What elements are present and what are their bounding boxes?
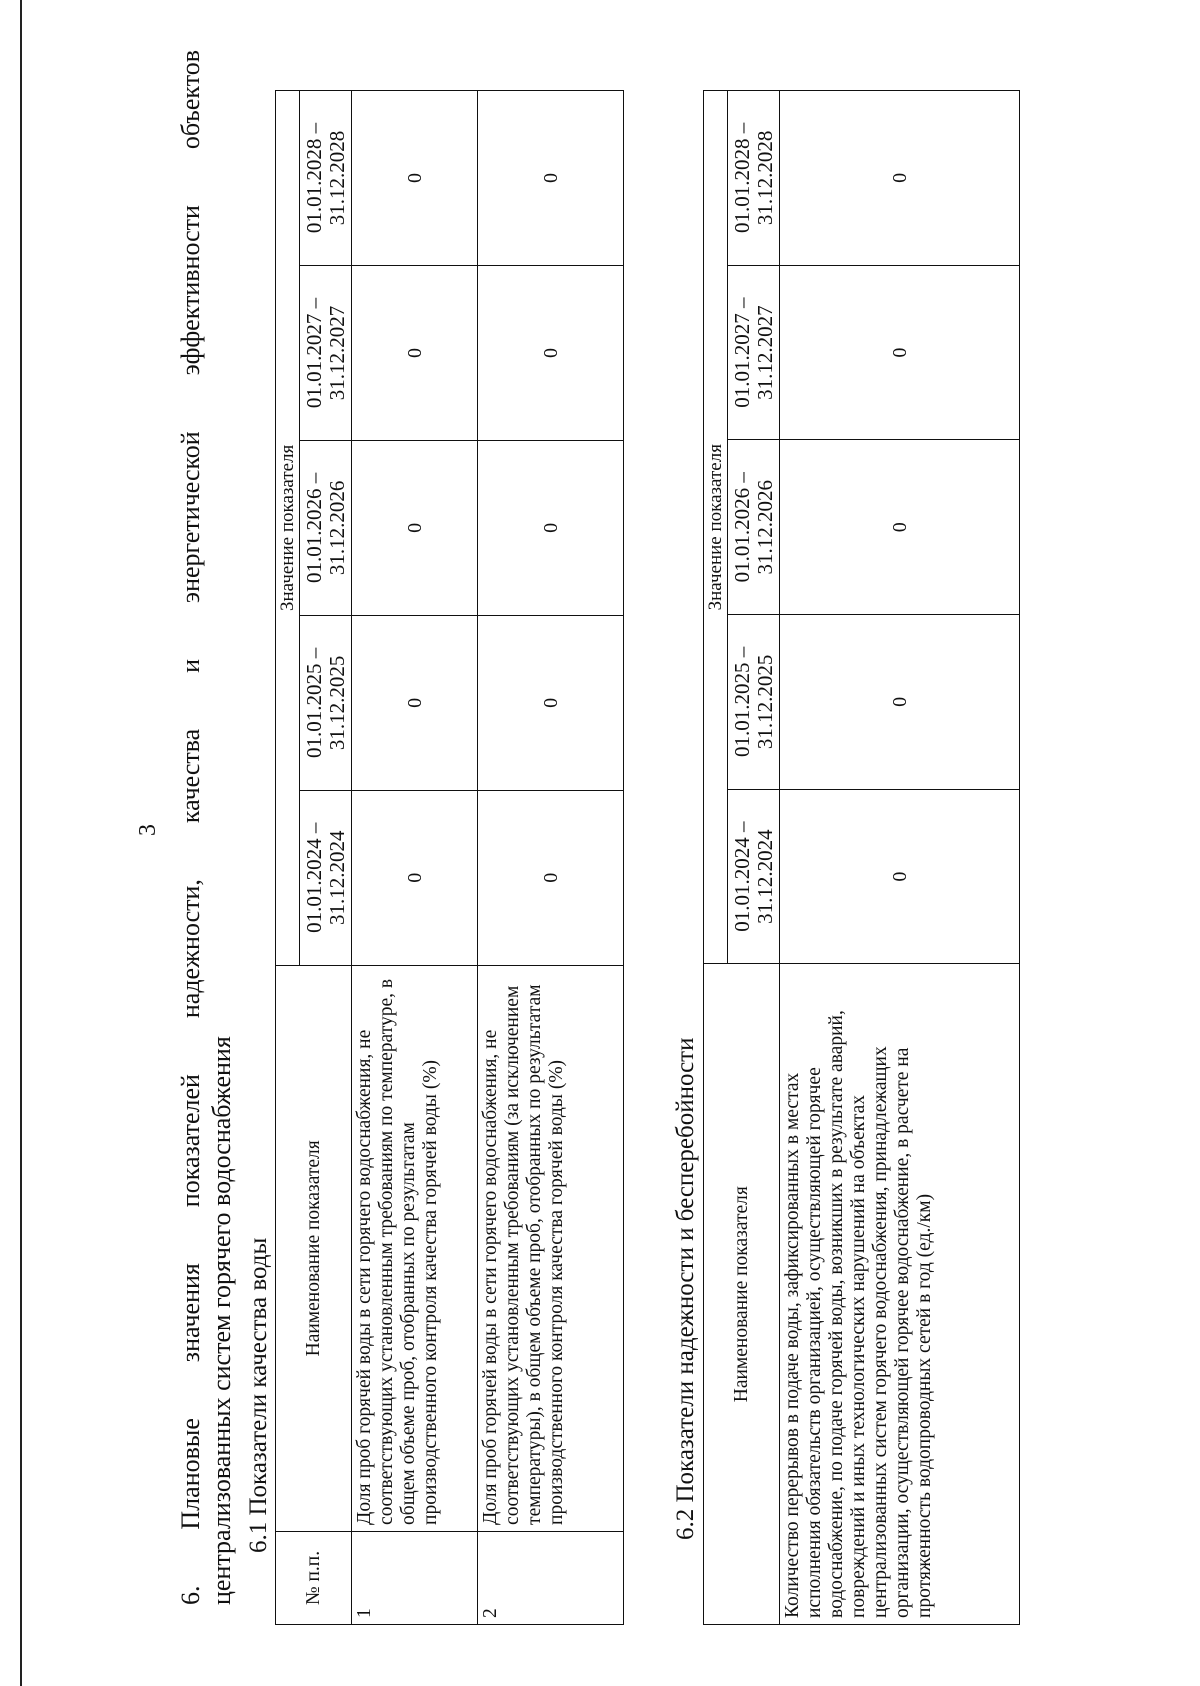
period-header: 01.01.2028 – 31.12.2028 [300,91,352,266]
period-header: 01.01.2027 – 31.12.2027 [728,265,780,440]
row-value: 0 [352,440,478,615]
header-indicator-name: Наименование показателя [276,965,352,1531]
water-quality-table [275,90,624,1625]
header-indicator-name: Наименование показателя [704,964,780,1625]
row-value: 0 [352,790,478,965]
page-number: 3 [135,824,161,836]
period-header: 01.01.2025 – 31.12.2025 [728,615,780,790]
row-value: 0 [478,266,624,441]
row-value: 0 [352,266,478,441]
table-row [352,91,478,1625]
row-value: 0 [478,790,624,965]
row-value: 0 [352,615,478,790]
table1-caption: 6.1 Показатели качества воды [245,1237,272,1553]
table-row [478,91,624,1625]
row-value: 0 [352,91,478,266]
header-number: № п.п. [276,1531,352,1624]
row-value: 0 [780,91,1020,266]
section-title-line2: централизованных систем горячего водоснабжения [207,1036,236,1605]
period-header: 01.01.2026 – 31.12.2026 [300,440,352,615]
table-row [780,91,1020,1625]
page-edge-line [20,0,22,1686]
reliability-table [703,90,1020,1625]
row-value: 0 [780,615,1020,790]
row-number: 2 [478,1531,624,1624]
period-header: 01.01.2024 – 31.12.2024 [300,790,352,965]
row-value: 0 [478,91,624,266]
row-indicator-name: Количество перерывов в подаче воды, зафиксированных в местах исполнения обязательств организацией, осуществляющей горячее водоснабжение, по подаче горячей воды, возникших в результате аварий, повреждений и иных технологических нарушений на объектах централизованных систем горячего водоснабжения, принадлежащих организации, осуществляющей горячее водоснабжение, в расчете на протяженность водопроводных сетей в год (ед./км) [780,964,1020,1625]
period-header: 01.01.2028 – 31.12.2028 [728,91,780,266]
period-header: 01.01.2026 – 31.12.2026 [728,440,780,615]
period-header: 01.01.2024 – 31.12.2024 [728,789,780,964]
row-value: 0 [478,615,624,790]
row-indicator-name: Доля проб горячей воды в сети горячего водоснабжения, не соответствующих установленным требованиям по температуре, в общем объеме проб, отобранных по результатам производственного контроля качества горячей воды (%) [352,965,478,1531]
table2-caption: 6.2 Показатели надежности и бесперебойности [672,1037,699,1540]
row-value: 0 [780,440,1020,615]
section-title [175,50,237,1605]
period-header: 01.01.2025 – 31.12.2025 [300,615,352,790]
row-indicator-name: Доля проб горячей воды в сети горячего водоснабжения, не соответствующих установленным требованиям (за исключением температуры), в общем объеме проб, отобранных по результатам производственного контроля качества горячей воды (%) [478,965,624,1531]
header-indicator-values: Значение показателя [704,91,728,964]
row-value: 0 [780,265,1020,440]
period-header: 01.01.2027 – 31.12.2027 [300,266,352,441]
header-indicator-values: Значение показателя [276,91,300,966]
row-value: 0 [780,789,1020,964]
document-page [135,35,1135,1625]
row-value: 0 [478,440,624,615]
row-number: 1 [352,1531,478,1624]
section-title-line1: 6. Плановые значения показателей надежности, качества и энергетической эффективности объектов [176,50,205,1605]
